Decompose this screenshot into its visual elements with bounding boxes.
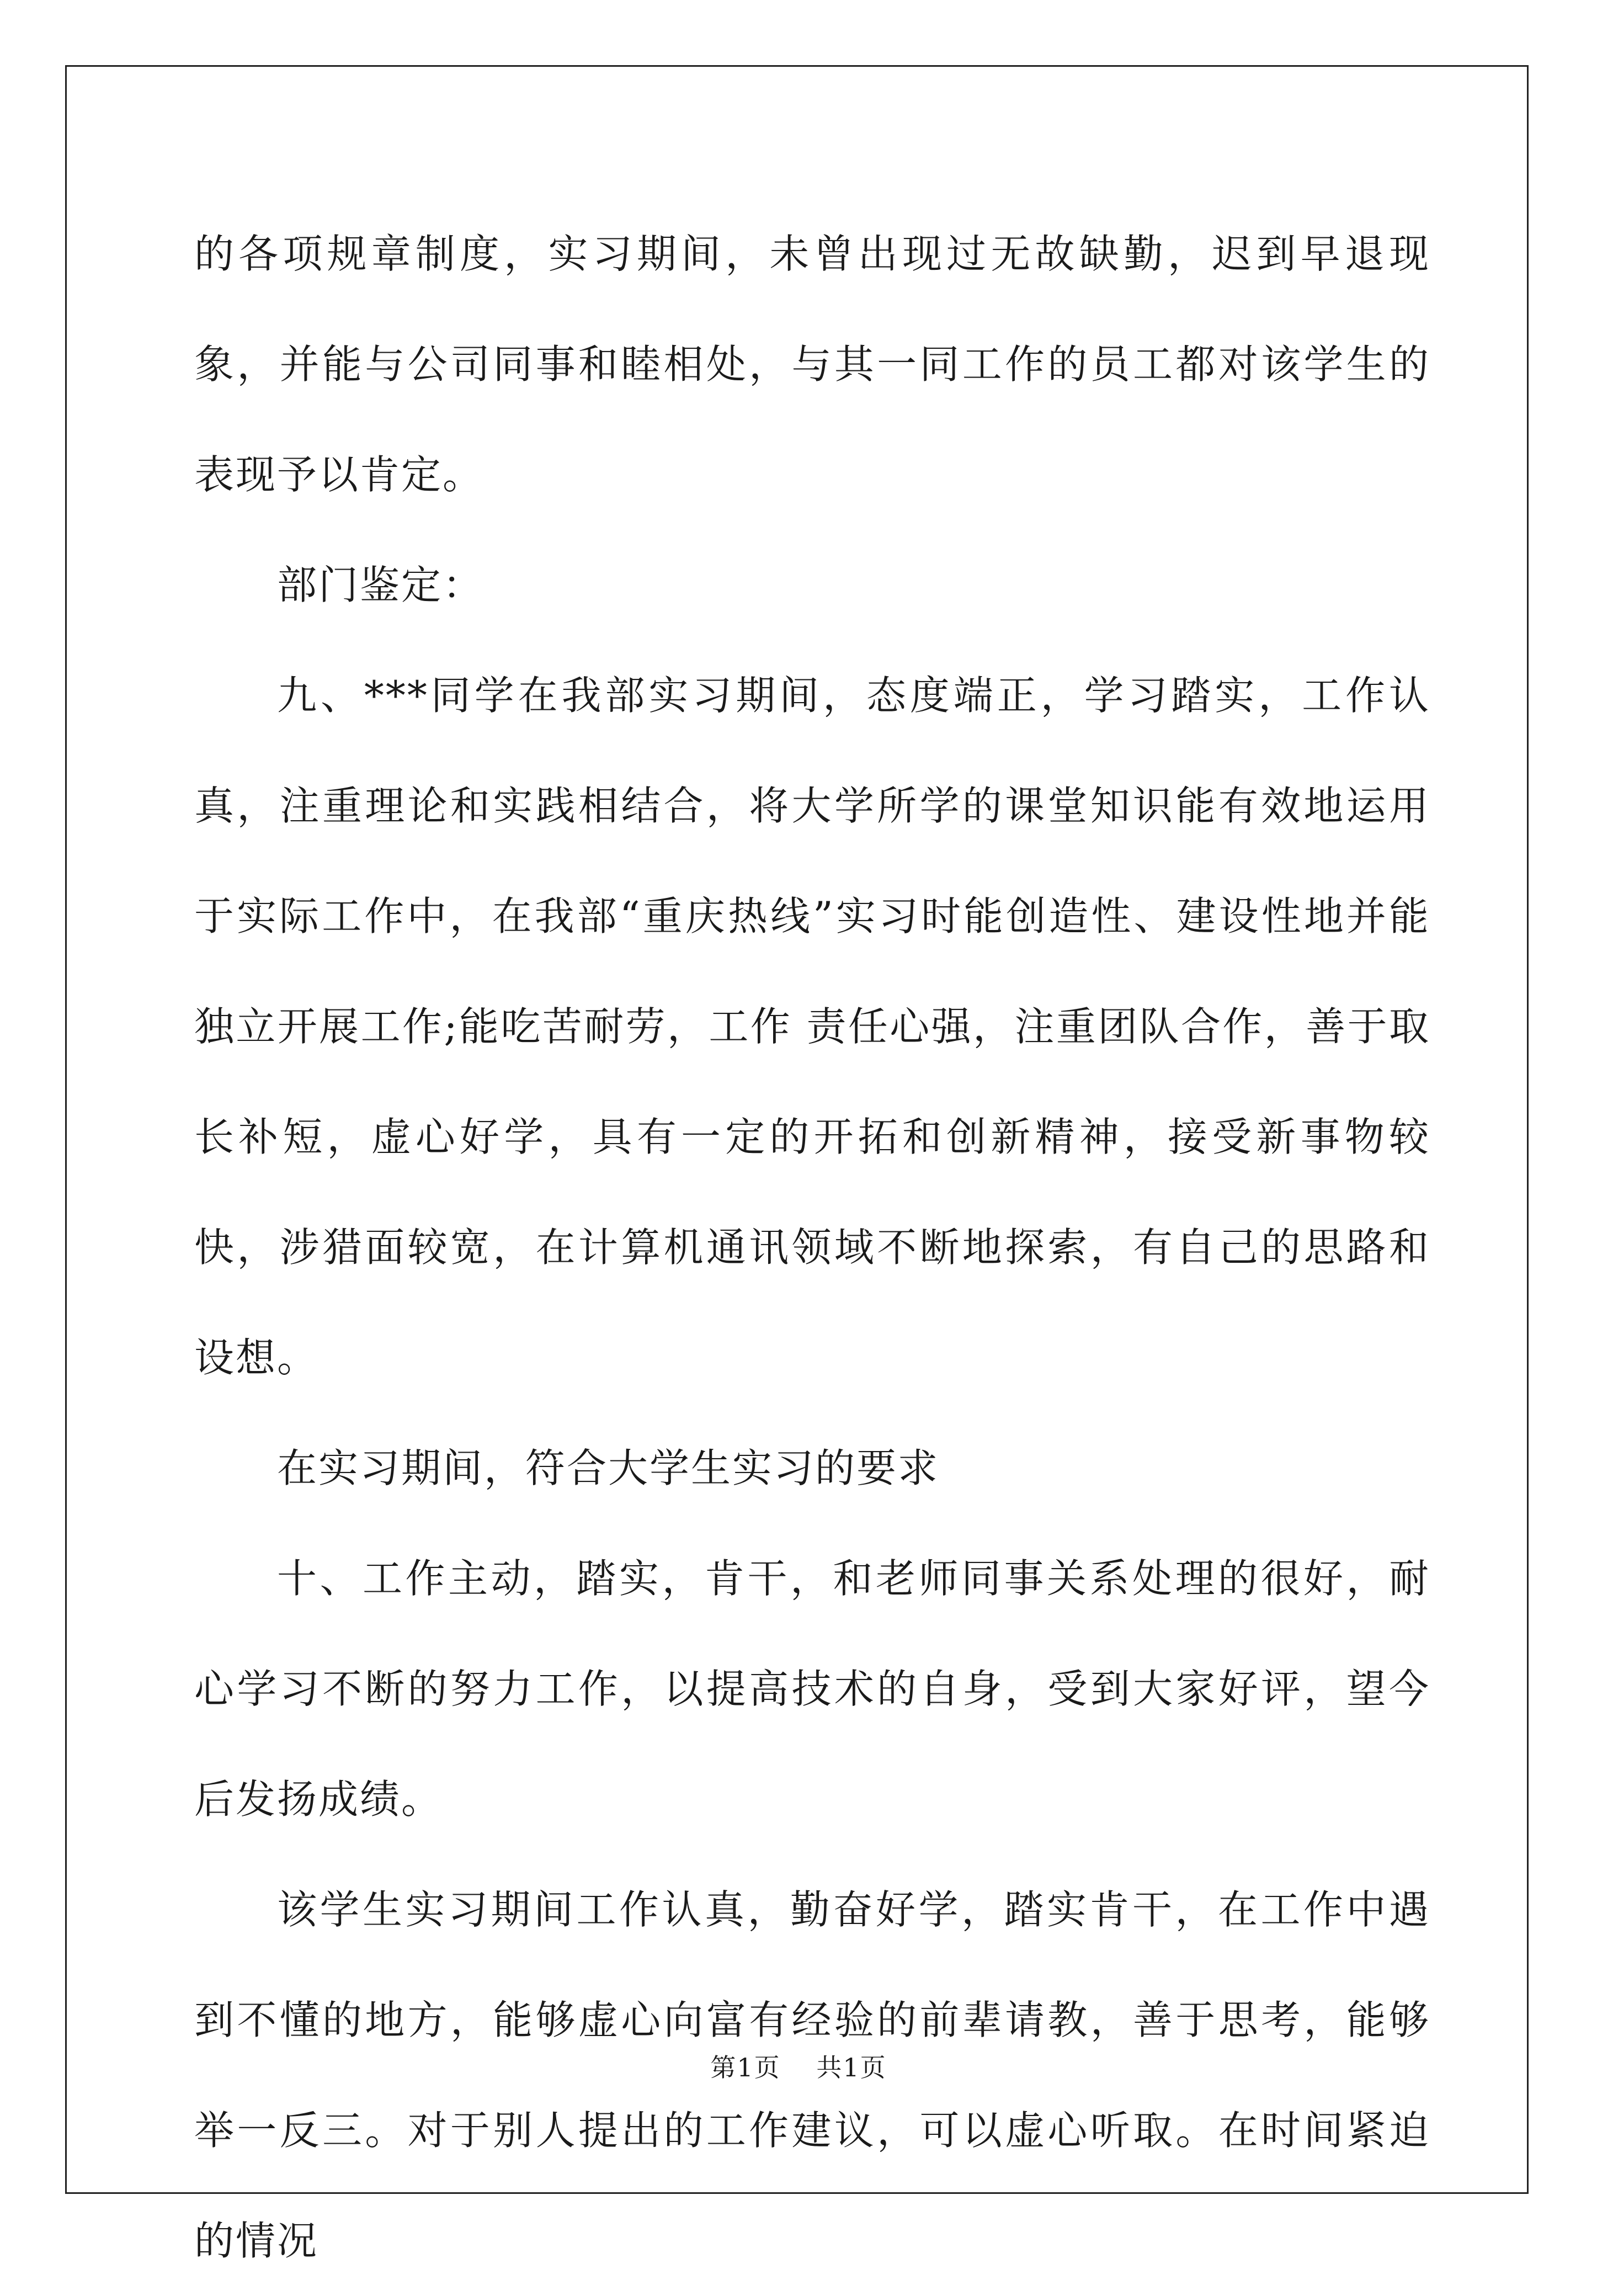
document-body bbox=[194, 199, 1430, 2296]
paragraph-3: 九、***同学在我部实习期间，态度端正，学习踏实，工作认真，注重理论和实践相结合，将大学所学的课堂知识能有效地运用于实际工作中，在我部“重庆热线”实习时能创造性、建设性地并能独立开展工作;能吃苦耐劳，工作 责任心强，注重团队合作，善于取长补短，虚心好学，具有一定的开拓和创新精神，接受新事物较快，涉猎面较宽，在计算机通讯领域不断地探索，有自己的思路和设想。 bbox=[194, 672, 1430, 1381]
page-number: 第1页 bbox=[710, 2053, 781, 2082]
paragraph-4: 在实习期间，符合大学生实习的要求 bbox=[277, 1445, 940, 1491]
paragraph-1: 的各项规章制度，实习期间，未曾出现过无故缺勤，迟到早退现象，并能与公司同事和睦相处，与其一同工作的员工都对该学生的表现予以肯定。 bbox=[194, 231, 1430, 498]
page-total: 共1页 bbox=[816, 2053, 887, 2082]
paragraph-6: 该学生实习期间工作认真，勤奋好学，踏实肯干，在工作中遇到不懂的地方，能够虚心向富有经验的前辈请教，善于思考，能够举一反三。对于别人提出的工作建议，可以虚心听取。在时间紧迫的情况 bbox=[194, 1886, 1430, 2264]
page-footer bbox=[0, 2048, 1597, 2084]
paragraph-2: 部门鉴定： bbox=[277, 562, 485, 608]
paragraph-5: 十、工作主动，踏实，肯干，和老师同事关系处理的很好，耐心学习不断的努力工作，以提高技术的自身，受到大家好评，望今后发扬成绩。 bbox=[194, 1555, 1430, 1822]
